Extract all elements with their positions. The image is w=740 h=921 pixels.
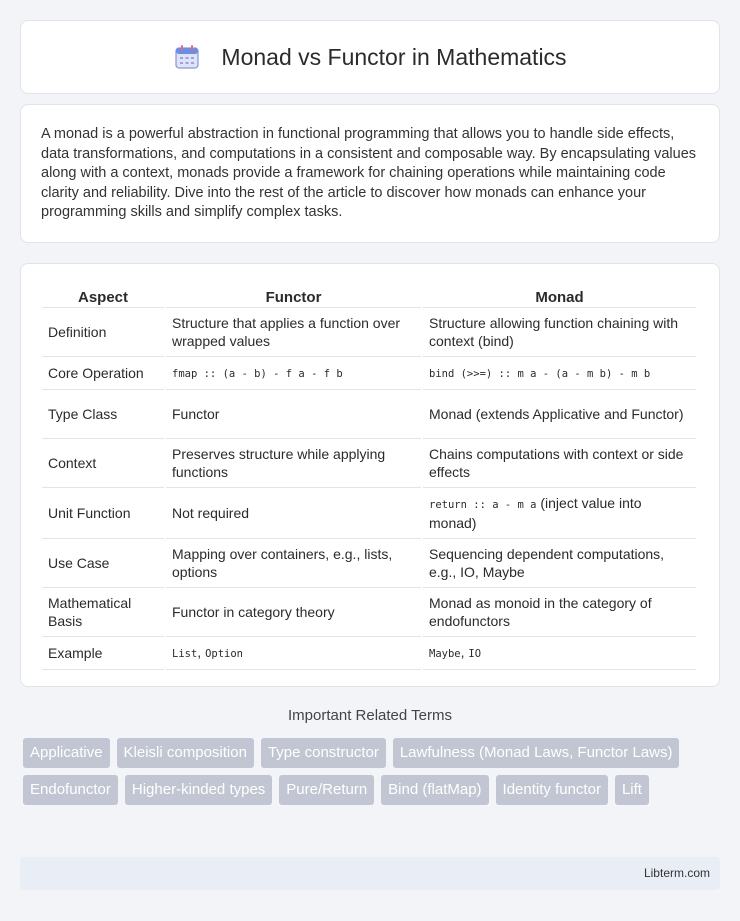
code-snippet: IO xyxy=(468,648,482,660)
comparison-card xyxy=(20,263,720,687)
code-snippet: Maybe xyxy=(429,648,461,660)
cell-monad xyxy=(423,488,696,539)
cell-functor: Preserves structure while applying functions xyxy=(166,439,421,488)
cell-aspect: Unit Function xyxy=(42,488,164,539)
code-snippet: fmap :: (a - b) - f a - f b xyxy=(172,368,343,380)
comparison-table xyxy=(40,284,698,670)
table-row xyxy=(42,488,696,539)
header-card xyxy=(20,20,720,94)
page-title: Monad vs Functor in Mathematics xyxy=(221,43,567,70)
code-snippet: return :: a - m a xyxy=(429,499,537,511)
table-row xyxy=(42,439,696,488)
cell-aspect: Mathematical Basis xyxy=(42,588,164,637)
tag-identity-functor[interactable]: Identity functor xyxy=(496,775,608,805)
tag-higher-kinded-types[interactable]: Higher-kinded types xyxy=(125,775,272,805)
cell-monad: Monad (extends Applicative and Functor) xyxy=(423,390,696,439)
cell-functor: Functor in category theory xyxy=(166,588,421,637)
calendar-icon xyxy=(173,43,201,71)
cell-functor: Mapping over containers, e.g., lists, options xyxy=(166,539,421,588)
table-row xyxy=(42,357,696,390)
header-functor: Functor xyxy=(166,284,421,308)
separator: , xyxy=(197,644,206,660)
related-terms-title: Important Related Terms xyxy=(288,707,452,724)
tag-lawfulness[interactable]: Lawfulness (Monad Laws, Functor Laws) xyxy=(393,738,680,768)
code-snippet: List xyxy=(172,648,198,660)
tag-lift[interactable]: Lift xyxy=(615,775,649,805)
table-row xyxy=(42,637,696,670)
tag-kleisli-composition[interactable]: Kleisli composition xyxy=(117,738,254,768)
related-terms-list xyxy=(23,738,723,812)
cell-functor: Structure that applies a function over wrapped values xyxy=(166,308,421,357)
cell-aspect: Definition xyxy=(42,308,164,357)
cell-aspect: Context xyxy=(42,439,164,488)
cell-monad: Monad as monoid in the category of endofunctors xyxy=(423,588,696,637)
code-snippet: Option xyxy=(205,648,244,660)
cell-monad: Sequencing dependent computations, e.g., IO, Maybe xyxy=(423,539,696,588)
table-header-row xyxy=(42,284,696,308)
code-snippet: bind (>>=) :: m a - (a - m b) - m b xyxy=(429,368,651,380)
cell-functor: Not required xyxy=(166,488,421,539)
tag-endofunctor[interactable]: Endofunctor xyxy=(23,775,118,805)
cell-functor xyxy=(166,637,421,670)
header-monad: Monad xyxy=(423,284,696,308)
cell-monad: Chains computations with context or side effects xyxy=(423,439,696,488)
tag-applicative[interactable]: Applicative xyxy=(23,738,110,768)
table-row xyxy=(42,539,696,588)
intro-card xyxy=(20,104,720,243)
table-row xyxy=(42,588,696,637)
header-aspect: Aspect xyxy=(42,284,164,308)
cell-aspect: Use Case xyxy=(42,539,164,588)
footer xyxy=(20,857,720,890)
tag-pure-return[interactable]: Pure/Return xyxy=(279,775,374,805)
table-row xyxy=(42,308,696,357)
intro-text: A monad is a powerful abstraction in functional programming that allows you to handle side effects, data transformations, and computations in a consistent and composable way. By encapsulating values along with a context, monads provide a framework for chaining operations while maintaining code clarity and reliability. Dive into the rest of the article to discover how monads can enhance your programming skills and simplify complex tasks. xyxy=(41,126,697,220)
table-row xyxy=(42,390,696,439)
cell-functor xyxy=(166,357,421,390)
cell-monad xyxy=(423,637,696,670)
footer-link[interactable]: Libterm.com xyxy=(643,866,710,880)
cell-aspect: Example xyxy=(42,637,164,670)
tag-type-constructor[interactable]: Type constructor xyxy=(261,738,386,768)
cell-functor: Functor xyxy=(166,390,421,439)
cell-text: (inject value into monad) xyxy=(429,495,642,531)
cell-aspect: Type Class xyxy=(42,390,164,439)
tag-bind-flatmap[interactable]: Bind (flatMap) xyxy=(381,775,488,805)
cell-monad: Structure allowing function chaining with context (bind) xyxy=(423,308,696,357)
cell-aspect: Core Operation xyxy=(42,357,164,390)
cell-monad xyxy=(423,357,696,390)
separator: , xyxy=(460,644,469,660)
